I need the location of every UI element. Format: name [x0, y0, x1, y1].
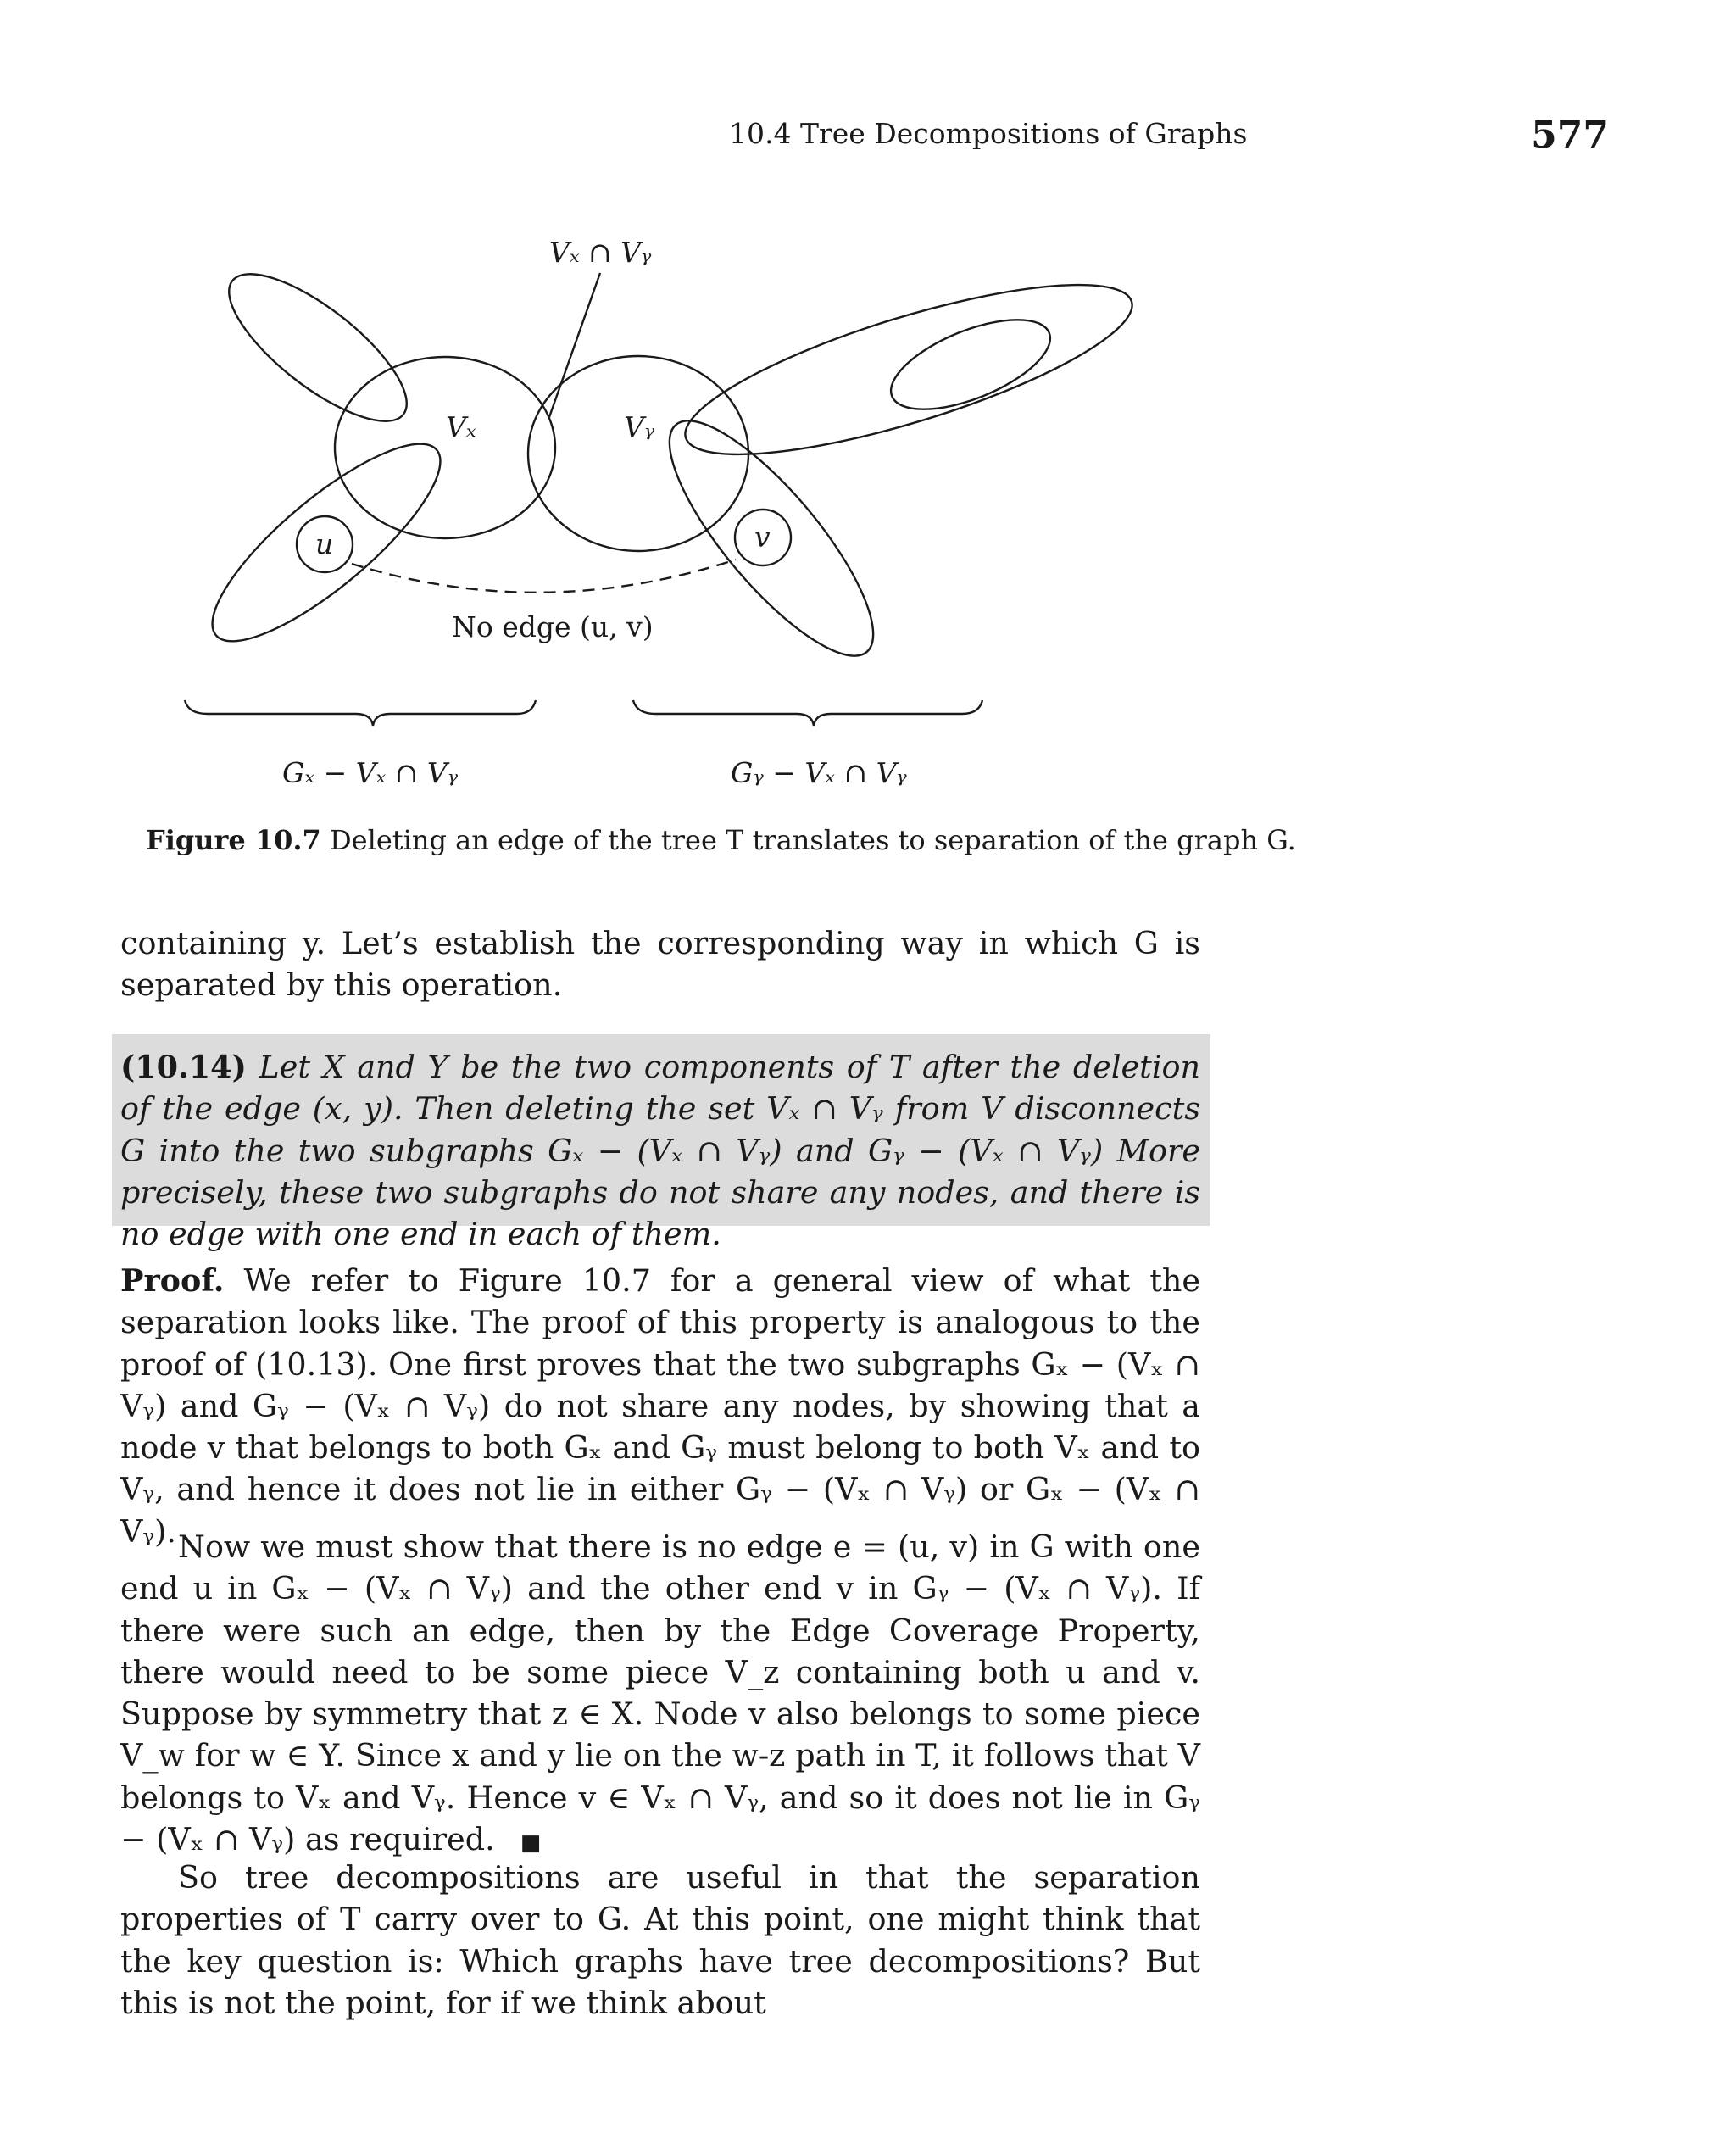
intersection-pointer: [549, 273, 600, 417]
upper-left-piece: [209, 250, 427, 445]
figure-caption: [146, 824, 1296, 856]
vx-label: Vₓ: [446, 410, 476, 443]
running-head: 10.4 Tree Decompositions of Graphs: [729, 117, 1248, 150]
no-edge-dashed: [352, 560, 736, 593]
intersection-label: Vₓ ∩ Vᵧ: [549, 236, 652, 269]
theorem-content: [120, 1046, 1200, 1255]
caption-text: Deleting an edge of the tree T translates to separation of the graph G.: [329, 824, 1296, 856]
vx-piece: [335, 357, 555, 538]
proof-label: Proof.: [120, 1262, 225, 1299]
figure-10-7: [0, 0, 1736, 848]
vy-label: Vᵧ: [624, 410, 655, 443]
right-brace-label: Gᵧ − Vₓ ∩ Vᵧ: [731, 756, 907, 789]
right-brace: [633, 700, 982, 726]
theorem-text: Let X and Y be the two components of T after the deletion of the edge (x, y). Then deleting the set Vₓ ∩ Vᵧ from V disconnects G into the two subgraphs Gₓ − (Vₓ ∩ Vᵧ) and Gᵧ − (Vₓ ∩ Vᵧ) More precisely, these two subgraphs do not share any nodes, and there is no edge with one end in each of them.: [120, 1049, 1200, 1253]
qed-symbol: ■: [520, 1830, 542, 1857]
left-brace-label: Gₓ − Vₓ ∩ Vᵧ: [282, 756, 459, 789]
intro-paragraph: containing y. Let’s establish the corresponding way in which G is separated by this operation.: [120, 925, 1200, 1004]
right-long-piece: [670, 251, 1147, 487]
proof-paragraph-1: [120, 1260, 1200, 1552]
right-small-piece: [879, 301, 1061, 427]
closing-paragraph: So tree decompositions are useful in that the separation properties of T carry over to G. At this point, one might think that the key question is: Which graphs have tree decompositions? But this is not the point, for if we think about: [120, 1859, 1200, 2021]
proof-text-2: Now we must show that there is no edge e = (u, v) in G with one end u in Gₓ − (Vₓ ∩ Vᵧ) and the other end v in Gᵧ − (Vₓ ∩ Vᵧ). If there were such an edge, then by the Edge Coverage Property, there would need to be some piece V_z containing both u and v. Suppose by symmetry that z ∈ X. Node v also belongs to some piece V_w for w ∈ Y. Since x and y lie on the w-z path in T, it follows that V belongs to Vₓ and Vᵧ. Hence v ∈ Vₓ ∩ Vᵧ, and so it does not lie in Gᵧ − (Vₓ ∩ Vᵧ) as required.: [120, 1529, 1200, 1858]
u-label: u: [315, 527, 334, 560]
proof-paragraph-2: [120, 1526, 1200, 1864]
caption-label: Figure 10.7: [146, 824, 321, 856]
lower-right-piece: [640, 395, 902, 682]
page-number: 577: [1531, 114, 1609, 157]
theorem-label: (10.14): [120, 1049, 247, 1085]
figure-diagram: [0, 0, 1736, 848]
proof-text-1: We refer to Figure 10.7 for a general view of what the separation looks like. The proof of this property is analogous to the proof of (10.13). One first proves that the two subgraphs Gₓ − (Vₓ ∩ Vᵧ) and Gᵧ − (Vₓ ∩ Vᵧ) do not share any nodes, by showing that a node v that belongs to both Gₓ and Gᵧ must belong to both Vₓ and to Vᵧ, and hence it does not lie in either Gᵧ − (Vₓ ∩ Vᵧ) or Gₓ − (Vₓ ∩ Vᵧ).: [120, 1262, 1200, 1550]
left-brace: [185, 700, 536, 726]
theorem-box: [112, 1034, 1210, 1253]
no-edge-label: No edge (u, v): [452, 610, 654, 643]
v-label: v: [754, 521, 771, 554]
